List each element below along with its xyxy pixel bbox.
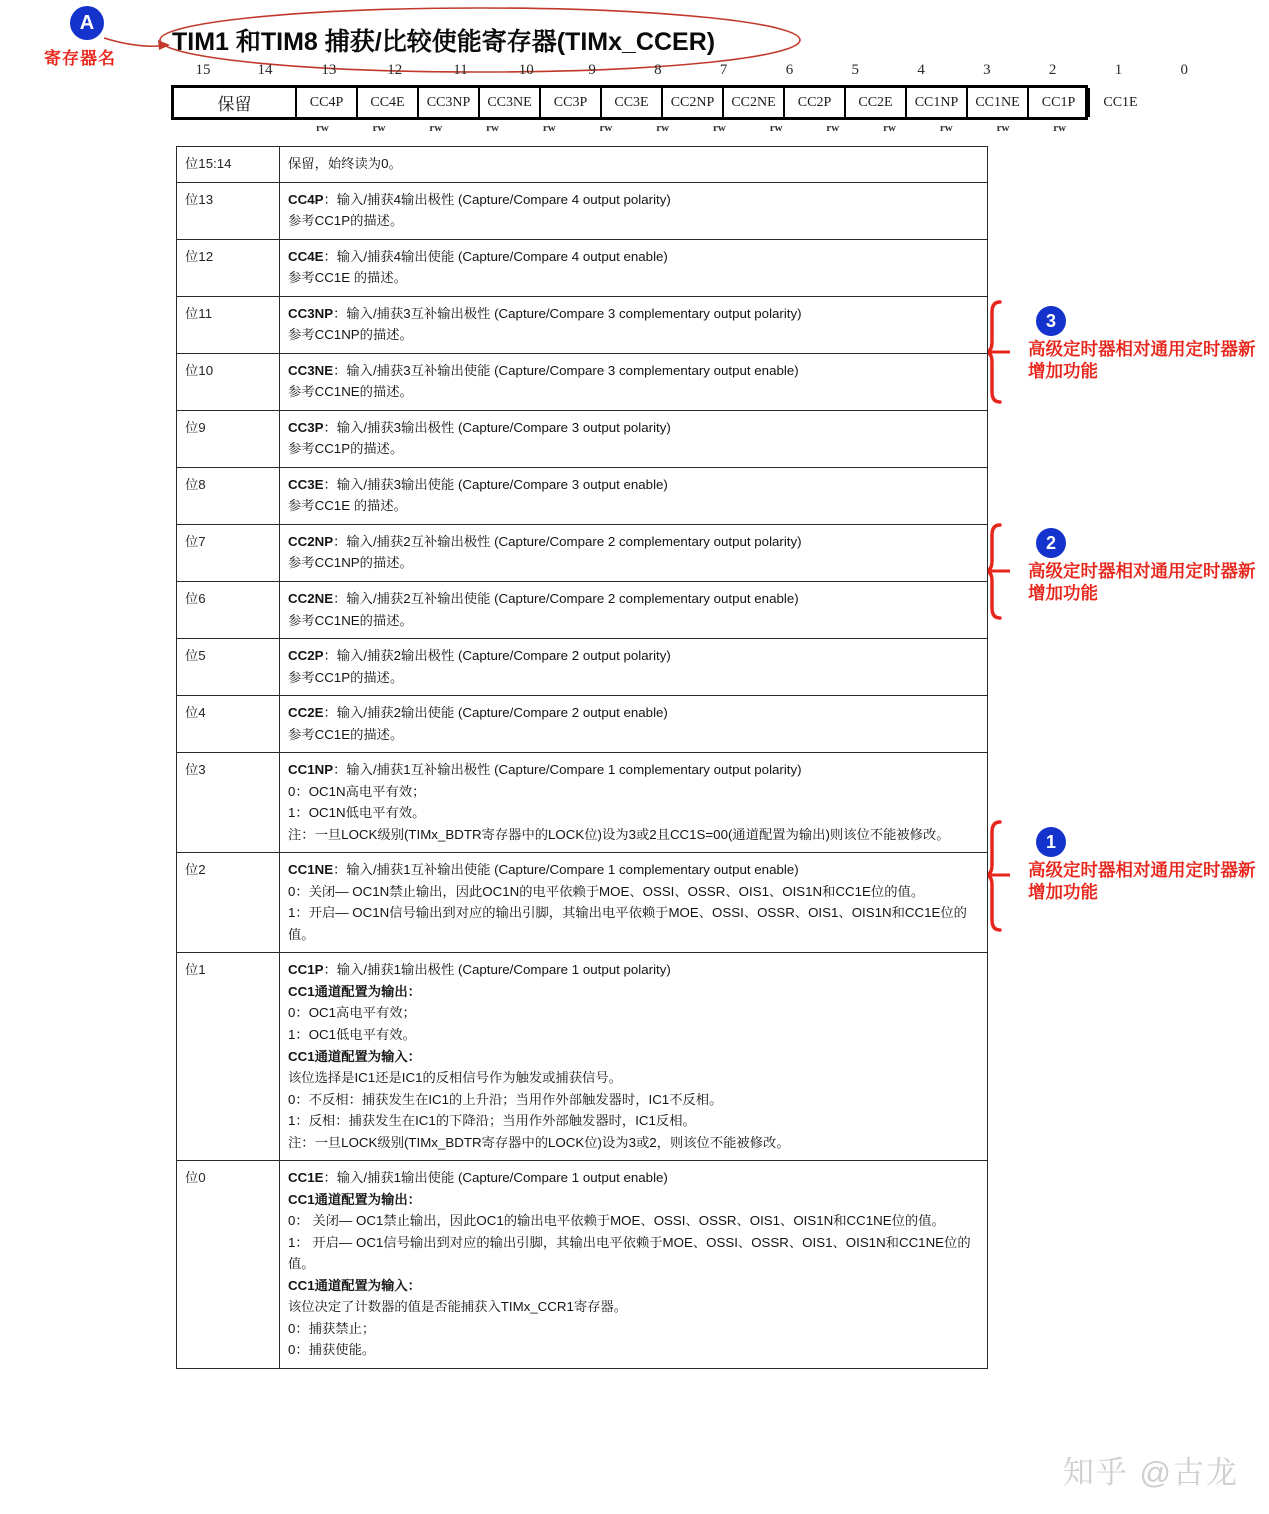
description-line: 1：反相：捕获发生在IC1的下降沿；当用作外部触发器时，IC1反相。	[288, 1113, 696, 1129]
register-cell-cc3e: CC3E	[602, 88, 663, 117]
bit-range-cell: 位0	[177, 1161, 280, 1369]
bit-range-cell: 位15:14	[177, 147, 280, 183]
bit-number-4: 4	[917, 62, 925, 78]
bit-number-5: 5	[851, 62, 860, 78]
bit-range-cell: 位10	[177, 353, 280, 410]
description-line: CC1通道配置为输出：	[288, 983, 421, 999]
register-cell-cc1ne: CC1NE	[968, 88, 1029, 117]
bit-range-cell: 位5	[177, 639, 280, 696]
side-annotation-3	[1020, 306, 1269, 383]
bit-number-9: 9	[588, 62, 596, 78]
register-cell-cc3ne: CC3NE	[480, 88, 541, 117]
bit-number-6: 6	[785, 62, 794, 78]
bit-name-label: CC2NE	[288, 590, 334, 606]
description-line: 0：OC1高电平有效；	[288, 1005, 416, 1021]
description-line: CC3NE：输入/捕获3互补输出使能 (Capture/Compare 3 complementary output enable)	[288, 362, 799, 378]
register-cell-cc2np: CC2NP	[663, 88, 724, 117]
description-line: 0： 关闭— OC1禁止输出，因此OC1的输出电平依赖于MOE、OSSI、OSSR、OIS1、OIS1N和CC1NE位的值。	[288, 1213, 945, 1229]
register-cell-cc1e: CC1E	[1103, 94, 1138, 110]
access-label-1: rw	[372, 122, 386, 134]
bit-range-cell: 位13	[177, 182, 280, 239]
bit-name-label: CC1NE	[288, 862, 334, 878]
register-access-row	[294, 122, 1088, 138]
bit-number-row	[172, 62, 1188, 82]
side-annotation-1-number: 1	[1036, 827, 1066, 857]
description-line: 0：不反相：捕获发生在IC1的上升沿；当用作外部触发器时，IC1不反相。	[288, 1091, 723, 1107]
register-cell-cc3p: CC3P	[541, 88, 602, 117]
bit-range-cell: 位2	[177, 853, 280, 953]
table-row	[177, 696, 988, 753]
bit-name-label: CC1NP	[288, 762, 334, 778]
table-row	[177, 524, 988, 581]
table-row	[177, 953, 988, 1161]
annotation-badge-a: A	[70, 6, 104, 40]
bit-range-cell: 位3	[177, 753, 280, 853]
bit-description-cell	[280, 639, 988, 696]
bit-number-12: 12	[387, 62, 403, 78]
description-line: 参考CC1NE的描述。	[288, 612, 413, 628]
access-label-13: rw	[1053, 122, 1067, 134]
description-line: CC3P：输入/捕获3输出极性 (Capture/Compare 3 output polarity)	[288, 419, 671, 435]
bit-number-8: 8	[654, 62, 662, 78]
description-line: CC1E：输入/捕获1输出使能 (Capture/Compare 1 output enable)	[288, 1170, 668, 1186]
bit-number-10: 10	[518, 62, 534, 78]
bit-name-label: CC1P	[288, 962, 324, 978]
bit-description-cell	[280, 696, 988, 753]
bit-description-cell	[280, 524, 988, 581]
register-cell-cc1np: CC1NP	[907, 88, 968, 117]
description-line: CC1通道配置为输入：	[288, 1277, 421, 1293]
bit-range-cell: 位9	[177, 410, 280, 467]
bit-name-label: CC3NP	[288, 305, 334, 321]
access-label-4: rw	[542, 122, 556, 134]
bit-description-cell	[280, 296, 988, 353]
side-annotation-2-number: 2	[1036, 528, 1066, 558]
register-cell-cc4e: CC4E	[358, 88, 419, 117]
access-label-7: rw	[712, 122, 726, 134]
description-line: 参考CC1NP的描述。	[288, 327, 413, 343]
table-row	[177, 410, 988, 467]
bit-range-cell: 位1	[177, 953, 280, 1161]
bit-description-cell	[280, 953, 988, 1161]
bit-name-label: CC3NE	[288, 362, 334, 378]
description-line: CC1P：输入/捕获1输出极性 (Capture/Compare 1 output polarity)	[288, 962, 671, 978]
description-line: 该位决定了计数器的值是否能捕获入TIMx_CCR1寄存器。	[288, 1299, 628, 1315]
bit-description-cell	[280, 581, 988, 638]
badge-a-arrowhead	[158, 40, 170, 50]
bit-range-cell: 位4	[177, 696, 280, 753]
access-label-5: rw	[599, 122, 613, 134]
description-line: CC2E：输入/捕获2输出使能 (Capture/Compare 2 output enable)	[288, 705, 668, 721]
access-label-3: rw	[486, 122, 499, 134]
description-line: 注：一旦LOCK级别(TIMx_BDTR寄存器中的LOCK位)设为3或2，则该位不能被修改。	[288, 1134, 790, 1150]
bit-name-label: CC1E	[288, 1170, 324, 1186]
description-line: 参考CC1NE的描述。	[288, 384, 413, 400]
bit-number-2: 2	[1048, 62, 1057, 78]
access-label-10: rw	[883, 122, 896, 134]
bit-description-cell	[280, 239, 988, 296]
side-annotation-3-text: 高级定时器相对通用定时器新增加功能	[1028, 339, 1256, 382]
access-label-12: rw	[996, 122, 1010, 134]
description-line: CC1NP：输入/捕获1互补输出极性 (Capture/Compare 1 complementary output polarity)	[288, 762, 802, 778]
description-line: 参考CC1P的描述。	[288, 669, 404, 685]
bit-range-cell: 位7	[177, 524, 280, 581]
bit-name-label: CC2P	[288, 648, 324, 664]
bit-number-3: 3	[983, 62, 991, 78]
register-cell-cc2ne: CC2NE	[724, 88, 785, 117]
bit-number-1: 1	[1114, 62, 1123, 78]
bit-description-cell	[280, 182, 988, 239]
table-row	[177, 581, 988, 638]
annotation-badge-a-label: 寄存器名	[44, 49, 116, 68]
bit-number-7: 7	[719, 62, 728, 78]
bit-name-label: CC3P	[288, 419, 324, 435]
description-line: 参考CC1NP的描述。	[288, 555, 413, 571]
register-cell-cc2p: CC2P	[785, 88, 846, 117]
bit-range-cell: 位6	[177, 581, 280, 638]
description-line: 1：OC1低电平有效。	[288, 1027, 416, 1042]
side-annotation-2-text: 高级定时器相对通用定时器新增加功能	[1028, 561, 1256, 604]
bit-description-cell	[280, 410, 988, 467]
description-line: CC3E：输入/捕获3输出使能 (Capture/Compare 3 output enable)	[288, 476, 668, 492]
description-line: 1：OC1N低电平有效。	[288, 805, 426, 821]
description-line: CC2P：输入/捕获2输出极性 (Capture/Compare 2 output polarity)	[288, 648, 671, 664]
table-row	[177, 182, 988, 239]
table-row	[177, 853, 988, 953]
bit-number-11: 11	[453, 62, 468, 78]
bit-description-cell	[280, 147, 988, 183]
bit-description-body	[177, 147, 988, 1369]
register-cell-cc2e: CC2E	[846, 88, 907, 117]
description-line: CC1通道配置为输出：	[288, 1191, 421, 1207]
description-line: 0：捕获使能。	[288, 1342, 376, 1358]
bit-range-cell: 位11	[177, 296, 280, 353]
description-line: 1： 开启— OC1信号输出到对应的输出引脚，其输出电平依赖于MOE、OSSI、OSSR、OIS1、OIS1N和CC1NE位的值。	[288, 1234, 971, 1272]
bit-description-cell	[280, 353, 988, 410]
bit-number-15: 15	[195, 62, 211, 78]
bit-description-cell	[280, 467, 988, 524]
register-cell-cc3np: CC3NP	[419, 88, 480, 117]
table-row	[177, 239, 988, 296]
register-bitfield-box	[171, 85, 1138, 120]
description-line: CC3NP：输入/捕获3互补输出极性 (Capture/Compare 3 complementary output polarity)	[288, 305, 802, 321]
description-line: 参考CC1E 的描述。	[288, 498, 407, 514]
description-line: 该位选择是IC1还是IC1的反相信号作为触发或捕获信号。	[288, 1070, 622, 1086]
bit-number-14: 14	[257, 62, 273, 78]
watermark: 知乎 @古龙	[1062, 1455, 1239, 1490]
description-line: 1：开启— OC1N信号输出到对应的输出引脚，其输出电平依赖于MOE、OSSI、OSSR、OIS1、OIS1N和CC1E位的值。	[288, 905, 967, 942]
access-label-6: rw	[656, 122, 670, 134]
bit-number-0: 0	[1180, 62, 1188, 78]
bit-name-label: CC3E	[288, 476, 324, 492]
side-annotation-1	[1020, 827, 1269, 904]
description-line: CC4P：输入/捕获4输出极性 (Capture/Compare 4 output polarity)	[288, 191, 671, 207]
access-label-0: rw	[315, 122, 329, 134]
description-line: 保留，始终读为0。	[288, 156, 402, 171]
bit-name-label: CC2E	[288, 705, 324, 721]
bit-description-table	[176, 146, 988, 1369]
description-line: CC2NP：输入/捕获2互补输出极性 (Capture/Compare 2 complementary output polarity)	[288, 533, 802, 549]
description-line: 参考CC1P的描述。	[288, 213, 404, 229]
description-line: CC2NE：输入/捕获2互补输出使能 (Capture/Compare 2 complementary output enable)	[288, 590, 799, 606]
table-row	[177, 296, 988, 353]
access-label-9: rw	[826, 122, 840, 134]
table-row	[177, 753, 988, 853]
description-line: 0：关闭— OC1N禁止输出，因此OC1N的电平依赖于MOE、OSSI、OSSR、OIS1、OIS1N和CC1E位的值。	[288, 883, 925, 899]
bit-description-cell	[280, 1161, 988, 1369]
bit-name-label: CC4P	[288, 191, 324, 207]
description-line: 参考CC1E 的描述。	[288, 270, 407, 286]
table-row	[177, 353, 988, 410]
bit-description-cell	[280, 753, 988, 853]
side-annotation-1-text: 高级定时器相对通用定时器新增加功能	[1028, 860, 1256, 903]
table-row	[177, 639, 988, 696]
table-row	[177, 1161, 988, 1369]
table-row	[177, 467, 988, 524]
bit-name-label: CC2NP	[288, 533, 334, 549]
register-cell-cc1p: CC1P	[1029, 88, 1090, 117]
access-label-11: rw	[939, 122, 953, 134]
description-line: 参考CC1E的描述。	[288, 726, 404, 742]
register-cell-cc4p: CC4P	[297, 88, 358, 117]
register-cell-reserved: 保留	[174, 88, 297, 117]
bit-range-cell: 位12	[177, 239, 280, 296]
description-line: 0：捕获禁止；	[288, 1320, 376, 1336]
description-line: CC1通道配置为输入：	[288, 1048, 421, 1064]
side-annotation-3-number: 3	[1036, 306, 1066, 336]
bit-range-cell: 位8	[177, 467, 280, 524]
side-annotation-2	[1020, 528, 1269, 605]
description-line: CC1NE：输入/捕获1互补输出使能 (Capture/Compare 1 complementary output enable)	[288, 862, 799, 878]
description-line: CC4E：输入/捕获4输出使能 (Capture/Compare 4 output enable)	[288, 248, 668, 264]
description-line: 注：一旦LOCK级别(TIMx_BDTR寄存器中的LOCK位)设为3或2且CC1S=00(通道配置为输出)则该位不能被修改。	[288, 826, 950, 842]
access-label-8: rw	[769, 122, 783, 134]
bit-number-13: 13	[321, 62, 337, 78]
description-line: 0：OC1N高电平有效；	[288, 783, 426, 799]
description-line: 参考CC1P的描述。	[288, 441, 404, 457]
register-title: TIM1 和TIM8 捕获/比较使能寄存器(TIMx_CCER)	[172, 28, 716, 56]
bit-name-label: CC4E	[288, 248, 324, 264]
bit-description-cell	[280, 853, 988, 953]
table-row	[177, 147, 988, 183]
access-label-2: rw	[429, 122, 443, 134]
